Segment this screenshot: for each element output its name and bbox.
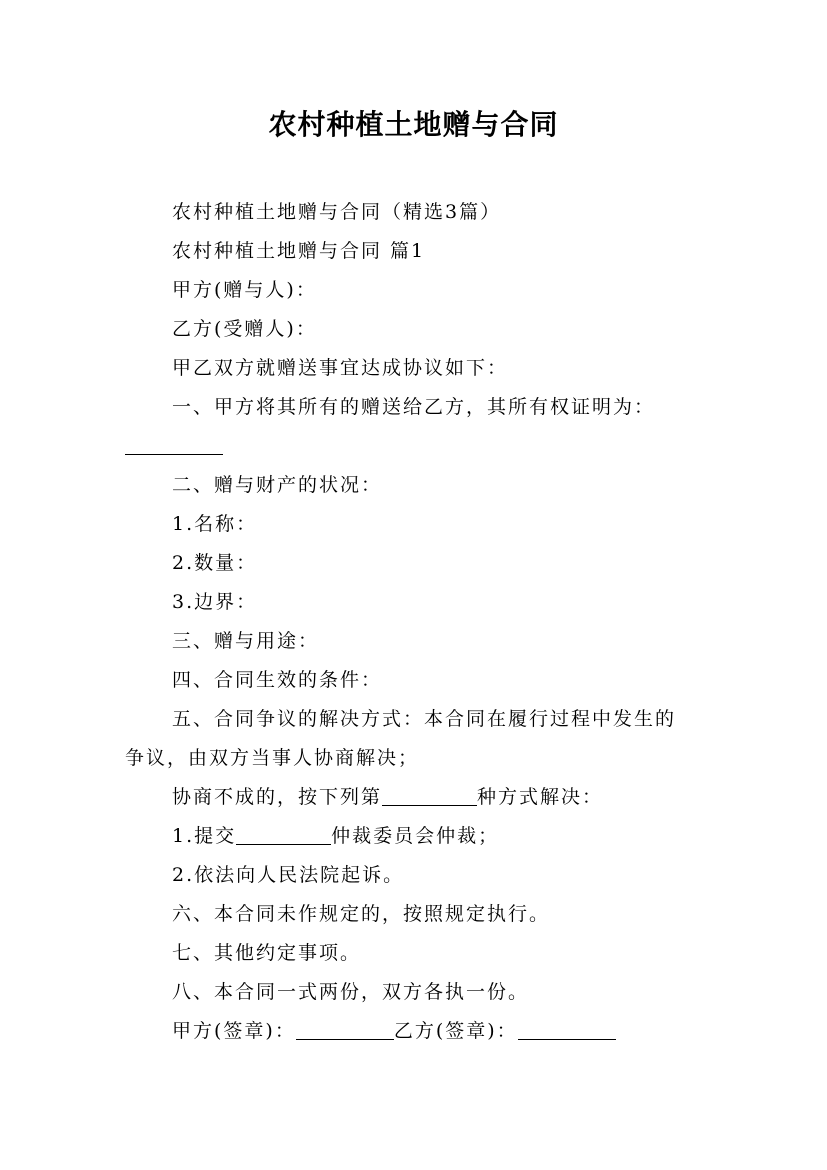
negotiation-line — [125, 778, 705, 817]
method-blank — [382, 783, 477, 806]
option-1-suffix: 仲裁委员会仲裁； — [331, 825, 500, 847]
clause-6: 六、本合同未作规定的，按照规定执行。 — [172, 903, 551, 925]
clause-4: 四、合同生效的条件： — [172, 669, 383, 691]
document-body — [125, 193, 705, 1051]
clause-5: 五、合同争议的解决方式：本合同在履行过程中发生的 — [172, 708, 677, 730]
clause-3: 三、赠与用途： — [172, 630, 320, 652]
item-boundary: 3.边界： — [172, 591, 258, 613]
option-2: 2.依法向人民法院起诉。 — [172, 864, 405, 886]
arbitration-blank — [236, 822, 331, 845]
negotiation-text: 协商不成的，按下列第 — [172, 786, 383, 808]
option-1-text: 1.提交 — [172, 825, 237, 847]
ownership-blank-line — [125, 427, 705, 466]
item-quantity: 2.数量： — [172, 552, 258, 574]
subtitle-line: 农村种植土地赠与合同（精选3篇） — [172, 201, 502, 223]
sign-a-label: 甲方(签章)： — [172, 1020, 296, 1042]
clause-2: 二、赠与财产的状况： — [172, 474, 383, 496]
sign-b-blank — [518, 1017, 616, 1040]
item-name: 1.名称： — [172, 513, 258, 535]
sign-b-label: 乙方(签章)： — [393, 1020, 518, 1042]
clause-8: 八、本合同一式两份，双方各执一份。 — [172, 981, 530, 1003]
clause-7: 七、其他约定事项。 — [172, 942, 362, 964]
clause-1: 一、甲方将其所有的赠送给乙方，其所有权证明为： — [172, 396, 656, 418]
option-1 — [125, 817, 705, 856]
sign-a-blank — [296, 1017, 394, 1040]
negotiation-suffix: 种方式解决： — [477, 786, 604, 808]
document-title: 农村种植土地赠与合同 — [268, 108, 559, 141]
clause-5-continued: 争议，由双方当事人协商解决； — [125, 747, 420, 769]
signature-line — [125, 1012, 705, 1051]
agreement-line: 甲乙双方就赠送事宜达成协议如下： — [172, 357, 509, 379]
party-b-line: 乙方(受赠人)： — [172, 318, 317, 340]
piece-heading: 农村种植土地赠与合同 篇1 — [172, 240, 426, 262]
ownership-blank — [125, 432, 223, 455]
party-a-line: 甲方(赠与人)： — [172, 279, 317, 301]
